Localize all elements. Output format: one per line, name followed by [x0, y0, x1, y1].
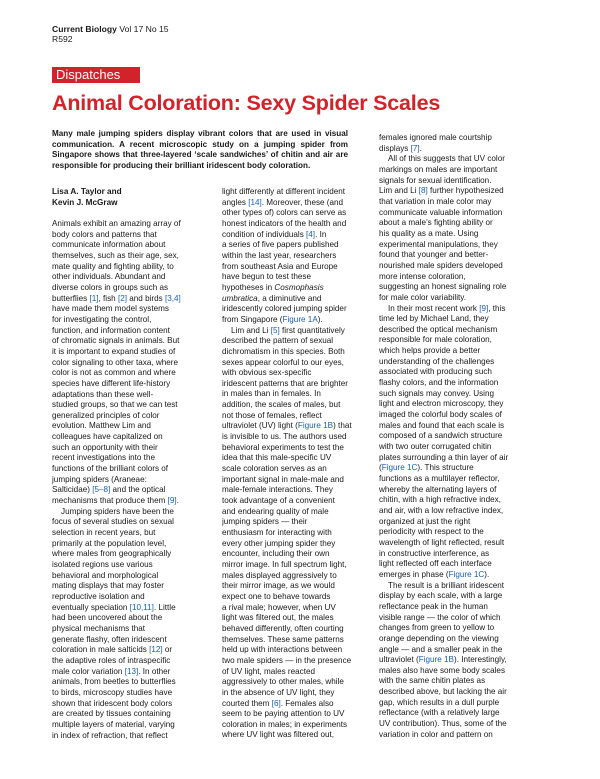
- author-line: Lisa A. Taylor and: [52, 187, 122, 196]
- text-line: male-female interactions. They: [222, 485, 333, 495]
- text-line: sexes appear colorful to our eyes,: [222, 357, 344, 367]
- text-line: function, and information content: [52, 325, 170, 335]
- text-line: selection in recent years, but: [52, 528, 156, 538]
- section-label-bar: [52, 67, 140, 83]
- text-line: mate quality and fighting ability, to: [52, 261, 174, 271]
- text-line: addition, the scales of males, but: [222, 400, 341, 410]
- text-line: every other jumping spider they: [222, 538, 336, 548]
- text-line: condition of individuals [4]. In: [222, 229, 327, 239]
- section-label: Dispatches: [56, 67, 121, 82]
- text-line: important signal in male-male and: [222, 474, 344, 484]
- text-line: Lim and Li [8] further hypothesized: [379, 186, 504, 196]
- text-line: a rival male; however, when UV: [222, 602, 336, 612]
- text-line: organized at just the right: [379, 516, 471, 526]
- text-line: generate flashy, often iridescent: [52, 634, 167, 644]
- text-line: visible range — the color of which: [379, 612, 501, 622]
- text-line: behavioral and morphological: [52, 570, 159, 580]
- text-line: of chromatic signals in animals. But: [52, 336, 180, 346]
- text-line: The result is a brilliant iridescent: [388, 580, 505, 590]
- text-line: with obvious sex-specific: [222, 368, 312, 378]
- text-line: are created by tissues containing: [52, 709, 171, 719]
- text-line: umbratica, a diminutive and: [222, 293, 322, 303]
- text-line: dichromatism in this species. Both: [222, 346, 345, 356]
- text-line: behaved differently, often courting: [222, 623, 344, 633]
- text-line: idea that this male-specific UV: [222, 453, 332, 463]
- body-column-3: [379, 133, 532, 740]
- text-line: experimental manipulations, they: [379, 239, 498, 249]
- text-line: reproductive isolation and: [52, 591, 145, 601]
- text-line: display by each scale, with a large: [379, 591, 503, 601]
- text-line: have made them model systems: [52, 304, 169, 314]
- text-line: more intense coloration,: [379, 271, 466, 281]
- text-line: scale coloration serves as an: [222, 464, 327, 474]
- text-line: body colors and patterns that: [52, 229, 157, 239]
- text-line: evolution. Matthew Lim and: [52, 421, 151, 431]
- text-line: in males than in females. In: [222, 389, 321, 399]
- text-line: took advantage of a convenient: [222, 496, 335, 506]
- text-line: jumping spiders — their: [222, 517, 308, 527]
- text-line: displays [7].: [379, 143, 422, 153]
- text-line: not those of females, reflect: [222, 410, 322, 420]
- text-line: two male spiders — in the presence: [222, 655, 352, 665]
- text-line: imaged the colorful body scales of: [379, 410, 502, 420]
- text-line: angles [14]. Moreover, these (and: [222, 197, 344, 207]
- text-line: described the optical mechanism: [379, 324, 498, 334]
- text-line: light was filtered out, the males: [222, 613, 334, 623]
- text-line: Salticidae) [5–8] and the optical: [52, 485, 166, 495]
- text-line: angle — and a smaller peak in the: [379, 644, 503, 654]
- text-line: flashy colors, and the information: [379, 378, 499, 388]
- standfirst: Many male jumping spiders display vibrant colors that are used in visual communication. A recent microscopic study on a jumping spider from Singapore shows that three-layered ‘scale sandwiches’ of chitin and air are responsible for producing their brilliant iridescent body coloration.: [52, 129, 348, 171]
- text-line: in constructive interference, as: [379, 548, 490, 558]
- text-line: eventually speciation [10,11]. Little: [52, 602, 176, 612]
- text-line: light and electron microscopy, they: [379, 399, 504, 409]
- author-list: [52, 187, 122, 208]
- text-line: and endearing quality of male: [222, 506, 329, 516]
- text-line: butterflies [1], fish [2] and birds [3,4]: [52, 293, 181, 303]
- text-line: emerges in phase (Figure 1C).: [379, 569, 490, 579]
- text-line: communicate information about: [52, 240, 166, 250]
- journal-name: Current Biology: [52, 24, 117, 34]
- text-line: responsible for male coloration,: [379, 335, 492, 345]
- text-line: males and found that each scale is: [379, 420, 505, 430]
- journal-header: [52, 24, 169, 44]
- text-line: adaptations than these well-: [52, 389, 154, 399]
- text-line: Jumping spiders have been the: [61, 506, 174, 516]
- text-line: chitin, with a high refractive index,: [379, 495, 501, 505]
- text-line: iridescent patterns that are brighter: [222, 378, 349, 388]
- text-line: UV contribution). Thus, some of the: [379, 719, 507, 729]
- text-line: it is important to expand studies of: [52, 346, 176, 356]
- text-line: time led by Michael Land, they: [379, 314, 489, 324]
- text-line: color is not as common and where: [52, 368, 176, 378]
- text-line: periodicity with respect to the: [379, 527, 484, 537]
- text-line: In their most recent work [9], this: [388, 303, 506, 313]
- text-line: from southeast Asia and Europe: [222, 261, 338, 271]
- text-line: wavelength of light reflected, result: [379, 537, 505, 547]
- text-line: themselves. These same patterns: [222, 634, 344, 644]
- text-line: isolated regions use various: [52, 560, 153, 569]
- text-line: had been uncovered about the: [52, 613, 163, 623]
- text-line: ultraviolet (Figure 1B). Interestingly,: [379, 655, 507, 665]
- text-line: light differently at different incident: [222, 187, 346, 196]
- text-line: gap, which results in a dull purple: [379, 697, 500, 707]
- page-id: R592: [52, 34, 73, 44]
- text-line: other types of) colors can serve as: [222, 208, 347, 218]
- text-line: iridescently colored jumping spider: [222, 304, 347, 314]
- text-line: enthusiasm for interacting with: [222, 528, 332, 537]
- text-line: multiple layers of material, varying: [52, 719, 175, 729]
- text-line: his quality as a mate. Using: [379, 228, 479, 238]
- text-line: males also have some body scales: [379, 665, 506, 675]
- body-column-1: [52, 219, 205, 741]
- text-line: physical mechanisms that: [52, 623, 146, 633]
- text-line: signals for sexual identification.: [379, 175, 492, 185]
- text-line: for male color variability.: [379, 292, 466, 302]
- text-line: courted them [6]. Females also: [222, 698, 334, 708]
- text-line: mechanisms that produce them [9].: [52, 496, 179, 506]
- text-line: understanding of the challenges: [379, 356, 495, 366]
- text-line: males displayed aggressively to: [222, 570, 337, 580]
- text-line: which helps provide a better: [379, 346, 481, 356]
- text-line: of UV light, males reacted: [222, 666, 316, 676]
- text-line: functions of the brilliant colors of: [52, 464, 169, 474]
- text-line: shown that iridescent body colors: [52, 698, 173, 708]
- text-line: orange depending on the viewing: [379, 633, 499, 643]
- text-line: themselves, such as their age, sex,: [52, 250, 179, 260]
- text-line: such signals may convey. Using: [379, 388, 495, 398]
- text-line: reflectance (with a relatively large: [379, 708, 500, 718]
- text-line: studied groups, so that we can test: [52, 400, 178, 410]
- text-line: plates surrounding a thin layer of air: [379, 452, 509, 462]
- text-line: within the last year, researchers: [222, 250, 337, 260]
- text-line: expect one to behave towards: [222, 591, 331, 601]
- text-line: hypotheses in Cosmophasis: [222, 282, 324, 292]
- text-line: about a male’s fighting ability or: [379, 218, 493, 228]
- text-line: colleagues have capitalized on: [52, 432, 163, 442]
- text-line: whereby the alternating layers of: [379, 484, 497, 494]
- article-title: Animal Coloration: Sexy Spider Scales: [52, 91, 441, 115]
- text-line: a series of five papers published: [222, 240, 339, 250]
- text-line: coloration in males; in experiments: [222, 719, 348, 729]
- text-line: communicate valuable information: [379, 207, 503, 217]
- text-line: aggressively to other males, while: [222, 677, 344, 687]
- text-line: generalized principles of color: [52, 410, 160, 420]
- text-line: markings on males are important: [379, 164, 498, 174]
- text-line: for investigating the control,: [52, 314, 152, 324]
- text-line: Animals exhibit an amazing array of: [52, 219, 181, 228]
- text-line: described above, but lacking the air: [379, 687, 507, 697]
- text-line: Lim and Li [5] first quantitatively: [231, 325, 345, 335]
- volume-issue: Vol 17 No 15: [119, 24, 169, 34]
- text-line: composed of a sandwich structure: [379, 431, 503, 441]
- text-line: their mirror image, as we would: [222, 581, 335, 591]
- text-line: in index of refraction, that reflect: [52, 730, 168, 740]
- text-line: held up with interactions between: [222, 645, 343, 655]
- text-line: mirror image. In full spectrum light,: [222, 559, 347, 569]
- text-line: variation in color and pattern on: [379, 729, 493, 739]
- text-line: functions as a multilayer reflector,: [379, 474, 500, 483]
- text-line: females ignored male courtship: [379, 133, 492, 142]
- text-line: changes from green to yellow to: [379, 623, 495, 633]
- text-line: seem to be paying attention to UV: [222, 709, 345, 719]
- text-line: nourished male spiders developed: [379, 260, 503, 270]
- text-line: that variation in male color may: [379, 196, 492, 206]
- text-line: light reflected off each interface: [379, 559, 492, 569]
- text-line: species have different life-history: [52, 378, 171, 388]
- text-line: suggesting an honest signaling role: [379, 282, 507, 292]
- text-line: behavioral experiments to test the: [222, 442, 344, 452]
- text-line: color signaling to other taxa, where: [52, 357, 179, 367]
- text-line: from Singapore (Figure 1A).: [222, 314, 323, 324]
- text-line: ultraviolet (UV) light (Figure 1B) that: [222, 421, 352, 431]
- text-line: honest indicators of the health and: [222, 218, 347, 228]
- text-line: coloration in male salticids [12] or: [52, 645, 173, 655]
- author-line: Kevin J. McGraw: [52, 197, 118, 207]
- text-line: All of this suggests that UV color: [388, 154, 505, 164]
- text-line: recent investigations into the: [52, 453, 155, 463]
- text-line: described the pattern of sexual: [222, 336, 334, 346]
- text-line: other individuals. Abundant and: [52, 272, 166, 282]
- text-line: found that younger and better-: [379, 250, 489, 260]
- text-line: diverse colors in groups such as: [52, 282, 169, 292]
- text-line: reflectance peak in the human: [379, 601, 488, 611]
- body-column-2: [222, 187, 375, 741]
- text-line: in the absence of UV light, they: [222, 687, 335, 697]
- text-line: the adaptive roles of intraspecific: [52, 655, 171, 665]
- text-line: associated with producing such: [379, 367, 492, 377]
- text-line: where males from geographically: [52, 549, 172, 559]
- text-line: male color variation [13]. In other: [52, 666, 171, 676]
- text-line: with the same chitin plates as: [379, 676, 486, 686]
- text-line: such an opportunity with their: [52, 442, 158, 452]
- text-line: to birds, microscopy studies have: [52, 687, 173, 697]
- text-line: mating displays that may foster: [52, 581, 164, 591]
- text-line: primarily at the population level,: [52, 538, 167, 548]
- text-line: is invisible to us. The authors used: [222, 432, 347, 442]
- text-line: jumping spiders (Araneae:: [52, 474, 147, 484]
- text-line: have begun to test these: [222, 272, 311, 282]
- text-line: focus of several studies on sexual: [52, 517, 174, 527]
- text-line: animals, from beetles to butterflies: [52, 677, 176, 687]
- text-line: encounter, including their own: [222, 549, 330, 559]
- text-line: (Figure 1C). This structure: [379, 463, 474, 473]
- text-line: where UV light was filtered out,: [222, 730, 334, 740]
- text-line: with two outer corrugated chitin: [379, 442, 492, 452]
- text-line: and air, with a low refractive index,: [379, 505, 504, 515]
